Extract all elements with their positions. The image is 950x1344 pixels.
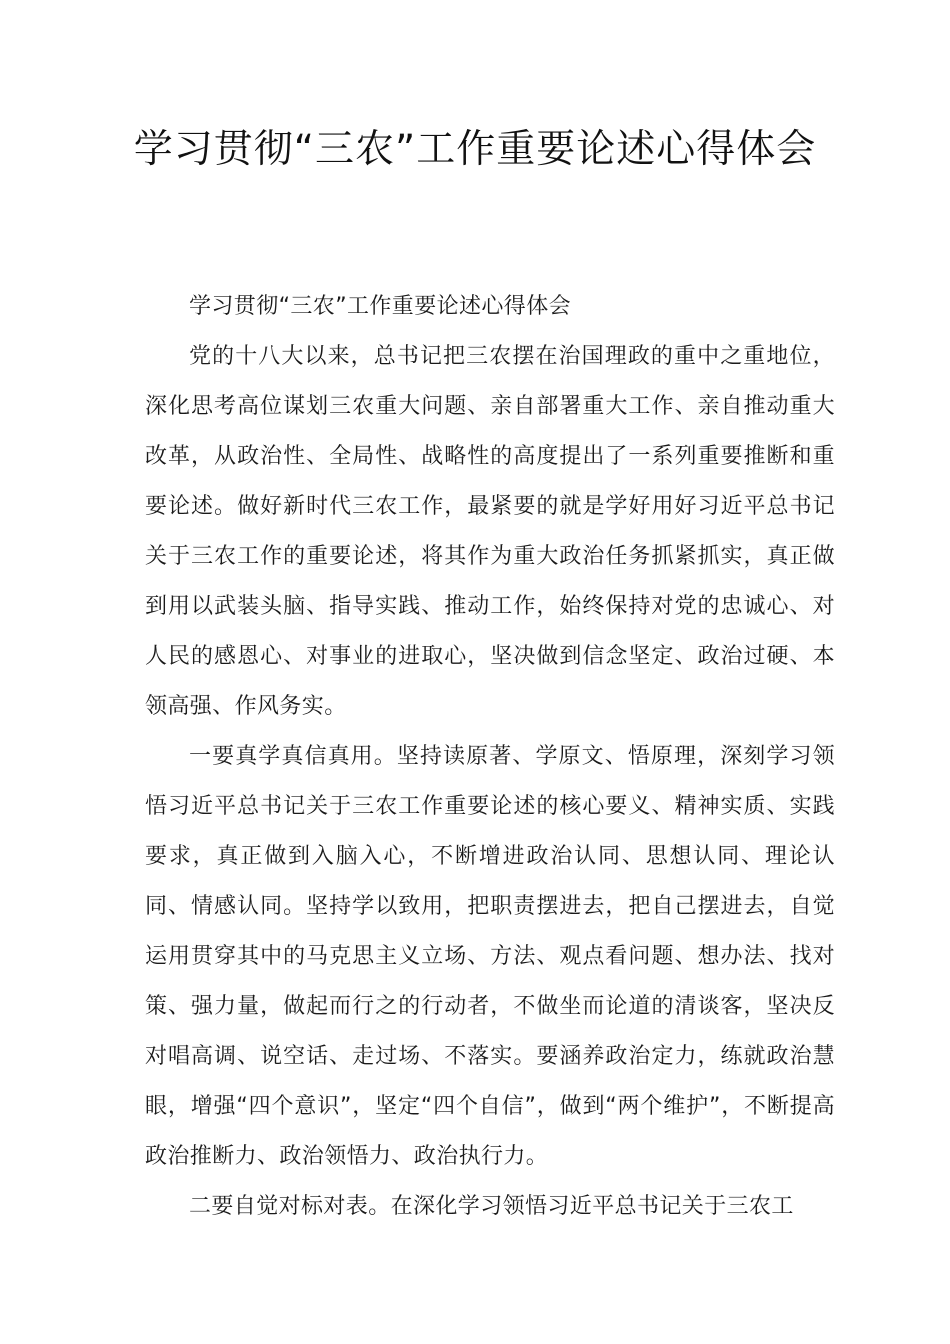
- document-title: 学习贯彻“三农”工作重要论述心得体会: [133, 127, 817, 172]
- paragraph-point-two: 二要自觉对标对表。在深化学习领悟习近平总书记关于三农工: [189, 1194, 794, 1219]
- paragraph-subtitle: 学习贯彻“三农”工作重要论述心得体会: [189, 294, 571, 319]
- document-body: [145, 282, 835, 1232]
- paragraph-intro: 党的十八大以来，总书记把三农摆在治国理政的重中之重地位，深化思考高位谋划三农重大问题、亲自部署重大工作、亲自推动重大改革，从政治性、全局性、战略性的高度提出了一系列重要推断和重要论述。做好新时代三农工作，最紧要的就是学好用好习近平总书记关于三农工作的重要论述，将其作为重大政治任务抓紧抓实，真正做到用以武装头脑、指导实践、推动工作，始终保持对党的忠诚心、对人民的感恩心、对事业的进取心，坚决做到信念坚定、政治过硬、本领高强、作风务实。: [145, 344, 835, 719]
- paragraph-point-one: 一要真学真信真用。坚持读原著、学原文、悟原理，深刻学习领悟习近平总书记关于三农工作重要论述的核心要义、精神实质、实践要求，真正做到入脑入心，不断增进政治认同、思想认同、理论认同、情感认同。坚持学以致用，把职责摆进去，把自己摆进去，自觉运用贯穿其中的马克思主义立场、方法、观点看问题、想办法、找对策、强力量，做起而行之的行动者，不做坐而论道的清谈客，坚决反对唱高调、说空话、走过场、不落实。要涵养政治定力，练就政治慧眼，增强“四个意识”，坚定“四个自信”，做到“两个维护”，不断提高政治推断力、政治领悟力、政治执行力。: [145, 744, 835, 1169]
